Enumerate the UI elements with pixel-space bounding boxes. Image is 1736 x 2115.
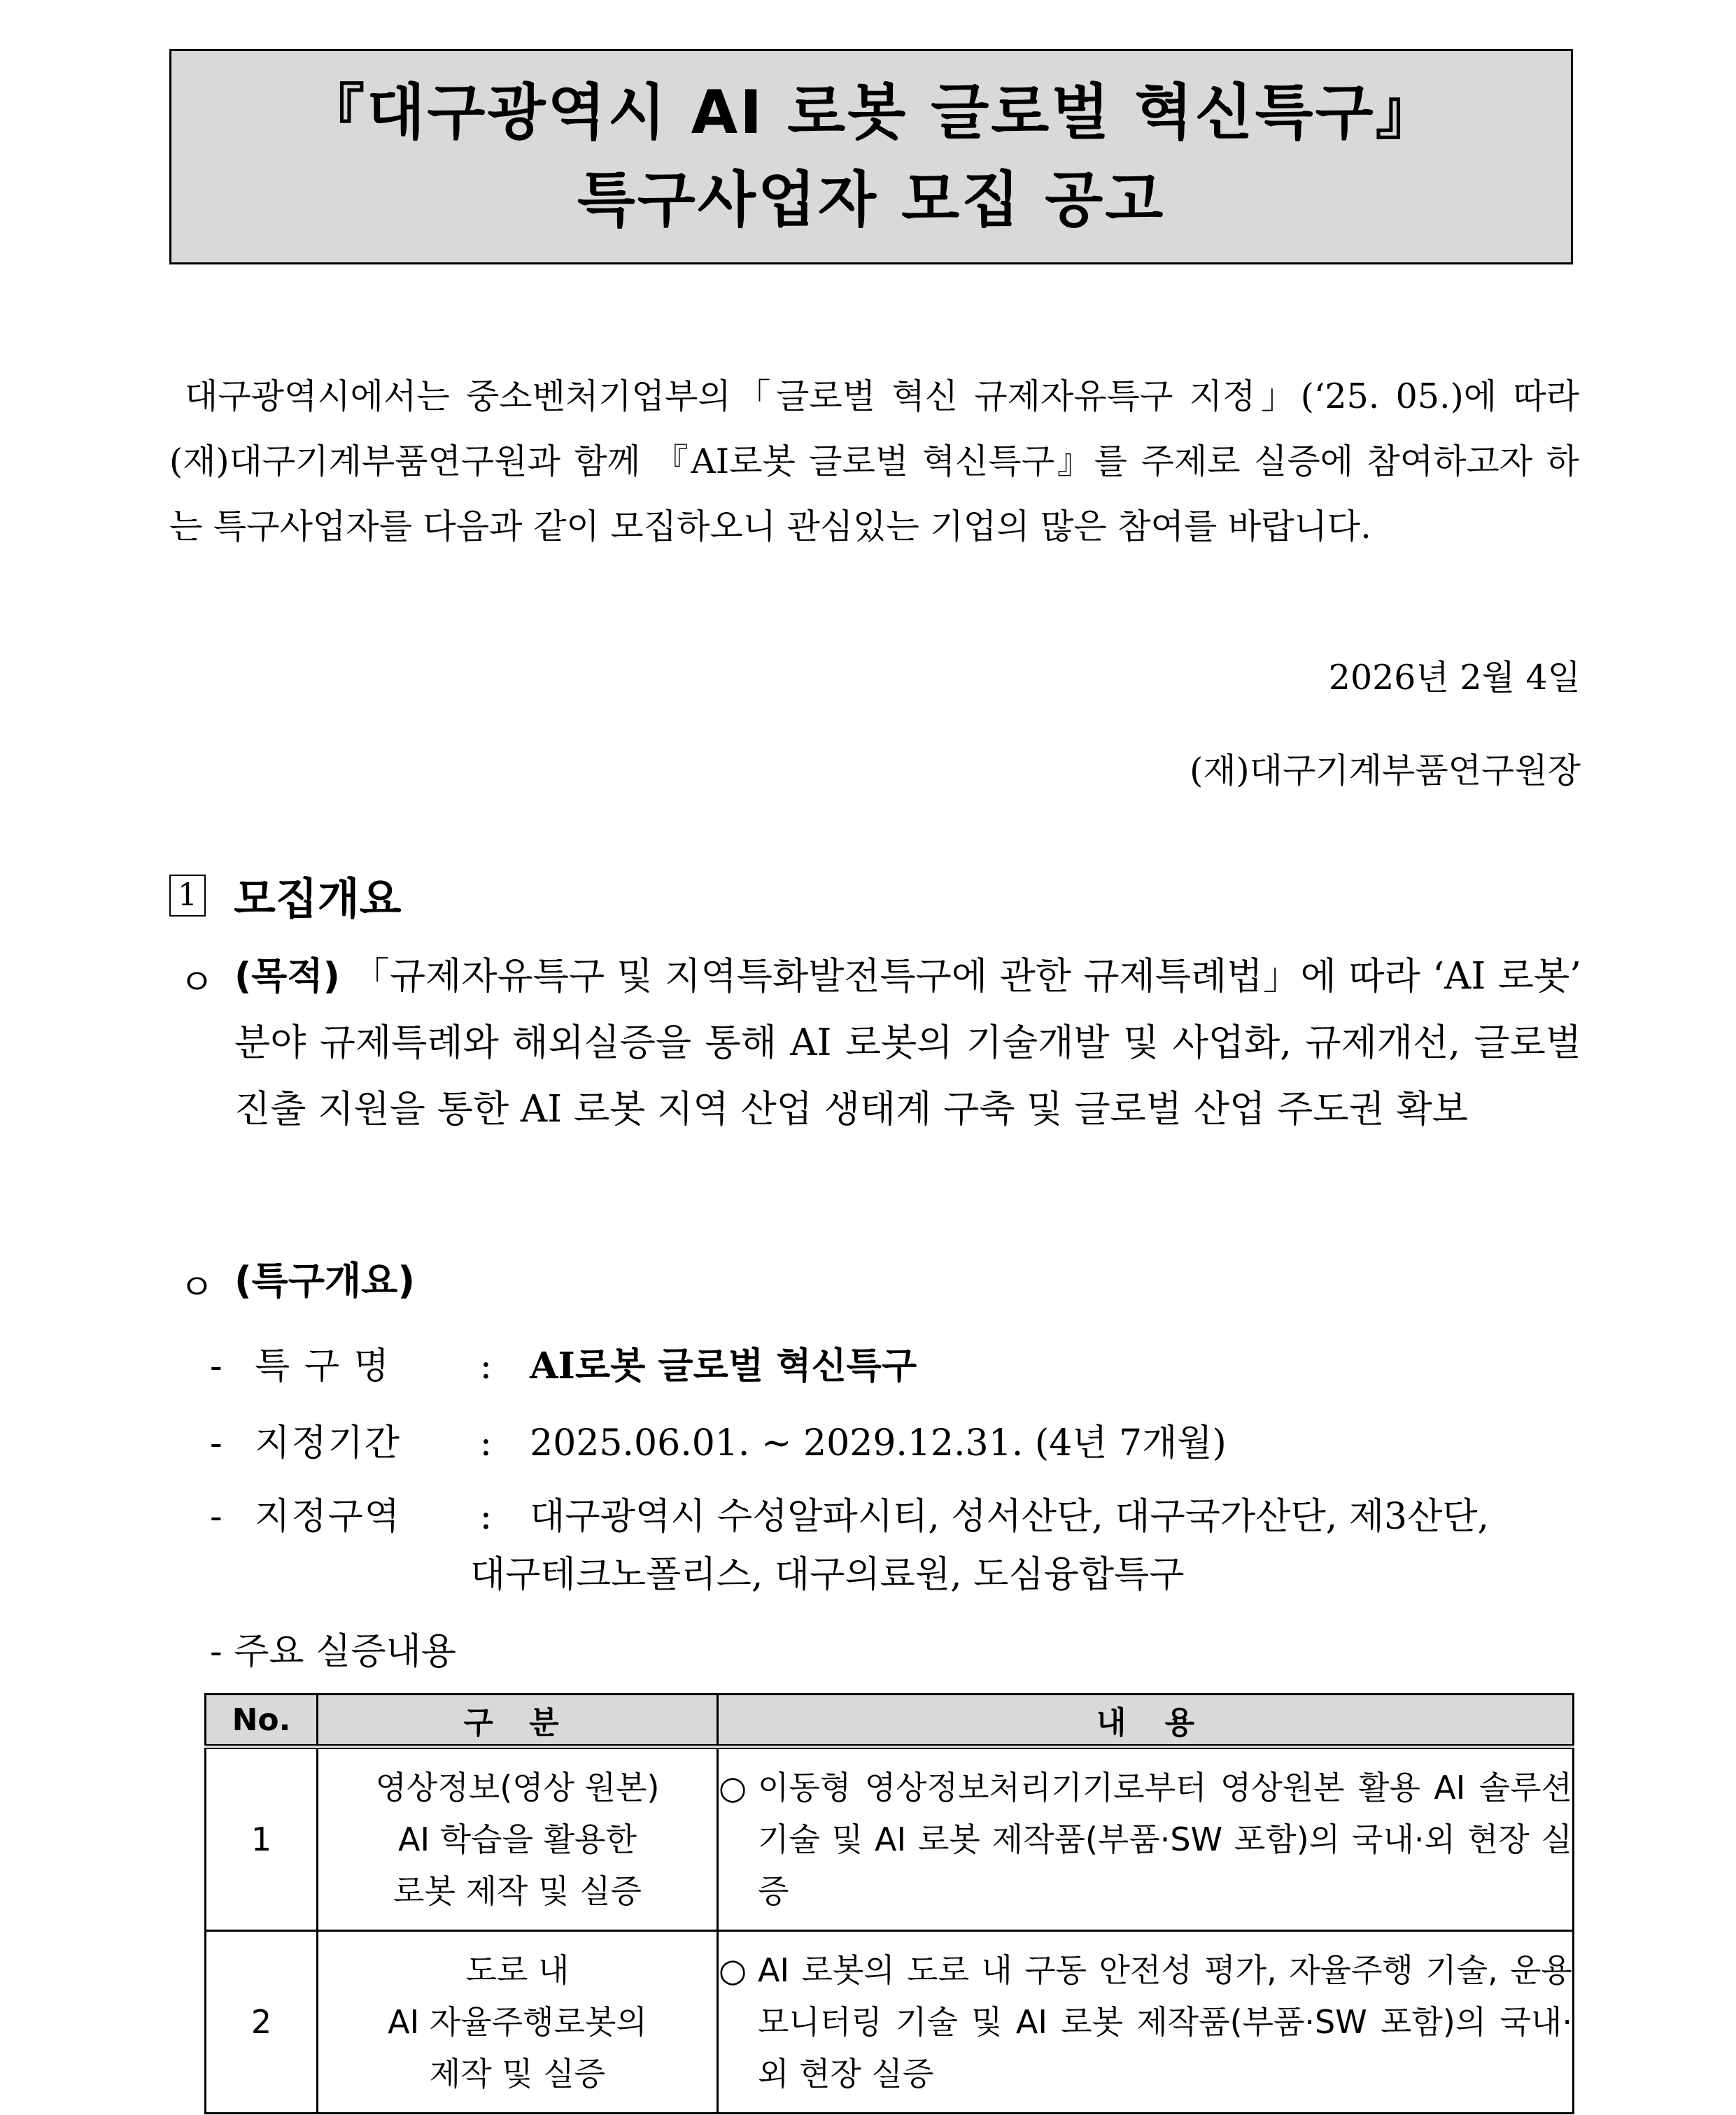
header-content: 내 용 <box>718 1695 1574 1747</box>
title-box <box>169 49 1573 264</box>
table-row <box>206 1747 1574 1931</box>
title-line-2: 특구사업자 모집 공고 <box>577 165 1166 235</box>
area-key: 지정구역 <box>255 1496 402 1538</box>
intro-paragraph: 대구광역시에서는 중소벤처기업부의「글로벌 혁신 규제자유특구 지정」(‘25. 05.)에 따라 (재)대구기계부품연구원과 함께 『AI로봇 글로벌 혁신특구』를 주제로 실증에 참여하고자 하는 특구사업자를 다음과 같이 모집하오니 관심있는 기업의 많은 참여를 바랍니다. <box>169 376 1579 546</box>
main-demo-label: - 주요 실증내용 <box>210 1631 457 1673</box>
row-category <box>318 1747 718 1931</box>
content-text: AI 로봇의 도로 내 구동 안전성 평가, 자율주행 기술, 운용 모니터링 기술 및 AI 로봇 제작품(부품·SW 포함)의 국내·외 현장 실증 <box>758 1951 1572 2093</box>
dash: - <box>210 1496 223 1538</box>
zone-name-key: 특 구 명 <box>255 1345 390 1387</box>
colon: : <box>479 1345 493 1387</box>
content-text: 이동형 영상정보처리기기로부터 영상원본 활용 AI 솔루션 기술 및 AI 로봇 제작품(부품·SW 포함)의 국내·외 현장 실증 <box>758 1769 1572 1911</box>
row-content <box>718 1931 1574 2114</box>
bullet-icon: ㅇ <box>179 1267 215 1309</box>
category-line: 영상정보(영상 원본) <box>375 1769 660 1807</box>
circle-bullet-icon: ○ <box>719 1951 747 1990</box>
header-no: No. <box>206 1695 318 1747</box>
period-value: 2025.06.01. ~ 2029.12.31. (4년 7개월) <box>530 1422 1227 1464</box>
purpose-text: 「규제자유특구 및 지역특화발전특구에 관한 규제특례법」에 따라 ‘AI 로봇’ 분야 규제특례와 해외실증을 통해 AI 로봇의 기술개발 및 사업화, 규제개선, 글로벌 진출 지원을 통한 AI 로봇 지역 산업 생태계 구축 및 글로벌 산업 주도권 확보 <box>234 955 1581 1131</box>
row-content <box>718 1747 1574 1931</box>
overview-label: (특구개요) <box>234 1259 416 1303</box>
dash: - <box>210 1422 223 1464</box>
category-line: 도로 내 <box>465 1951 570 1990</box>
bullet-icon: ㅇ <box>179 962 215 1004</box>
row-number: 1 <box>206 1747 318 1931</box>
area-row <box>210 1487 1489 1539</box>
category-line: AI 자율주행로봇의 <box>388 2003 647 2042</box>
colon: : <box>479 1422 493 1464</box>
area-value: 대구광역시 수성알파시티, 성서산단, 대구국가산단, 제3산단, <box>530 1496 1490 1538</box>
category-line: 제작 및 실증 <box>429 2055 606 2093</box>
category-line: 로봇 제작 및 실증 <box>393 1872 642 1911</box>
period-row <box>210 1413 1227 1466</box>
zone-name-value: AI로봇 글로벌 혁신특구 <box>530 1345 917 1387</box>
issuer-name: (재)대구기계부품연구원장 <box>1190 751 1581 791</box>
purpose-label: (목적) <box>234 955 340 998</box>
demo-table <box>204 1693 1574 2114</box>
section-title: 모집개요 <box>234 873 402 924</box>
colon: : <box>479 1496 493 1538</box>
purpose-paragraph <box>234 943 1581 1143</box>
table-header-row <box>206 1695 1574 1747</box>
table-row <box>206 1931 1574 2114</box>
title-line-1: 『대구광역시 AI 로봇 글로벌 혁신특구』 <box>304 78 1438 148</box>
row-category <box>318 1931 718 2114</box>
dash: - <box>210 1345 223 1387</box>
zone-name-row <box>210 1336 917 1389</box>
section-number-box: 1 <box>169 875 206 917</box>
period-key: 지정기간 <box>255 1422 402 1464</box>
section-heading <box>169 864 402 926</box>
category-line: AI 학습을 활용한 <box>398 1820 637 1859</box>
circle-bullet-icon: ○ <box>719 1769 747 1807</box>
area-continuation: 대구테크노폴리스, 대구의료원, 도심융합특구 <box>470 1554 1185 1596</box>
row-number: 2 <box>206 1931 318 2114</box>
announcement-date: 2026년 2월 4일 <box>1328 658 1581 698</box>
header-category: 구 분 <box>318 1695 718 1747</box>
